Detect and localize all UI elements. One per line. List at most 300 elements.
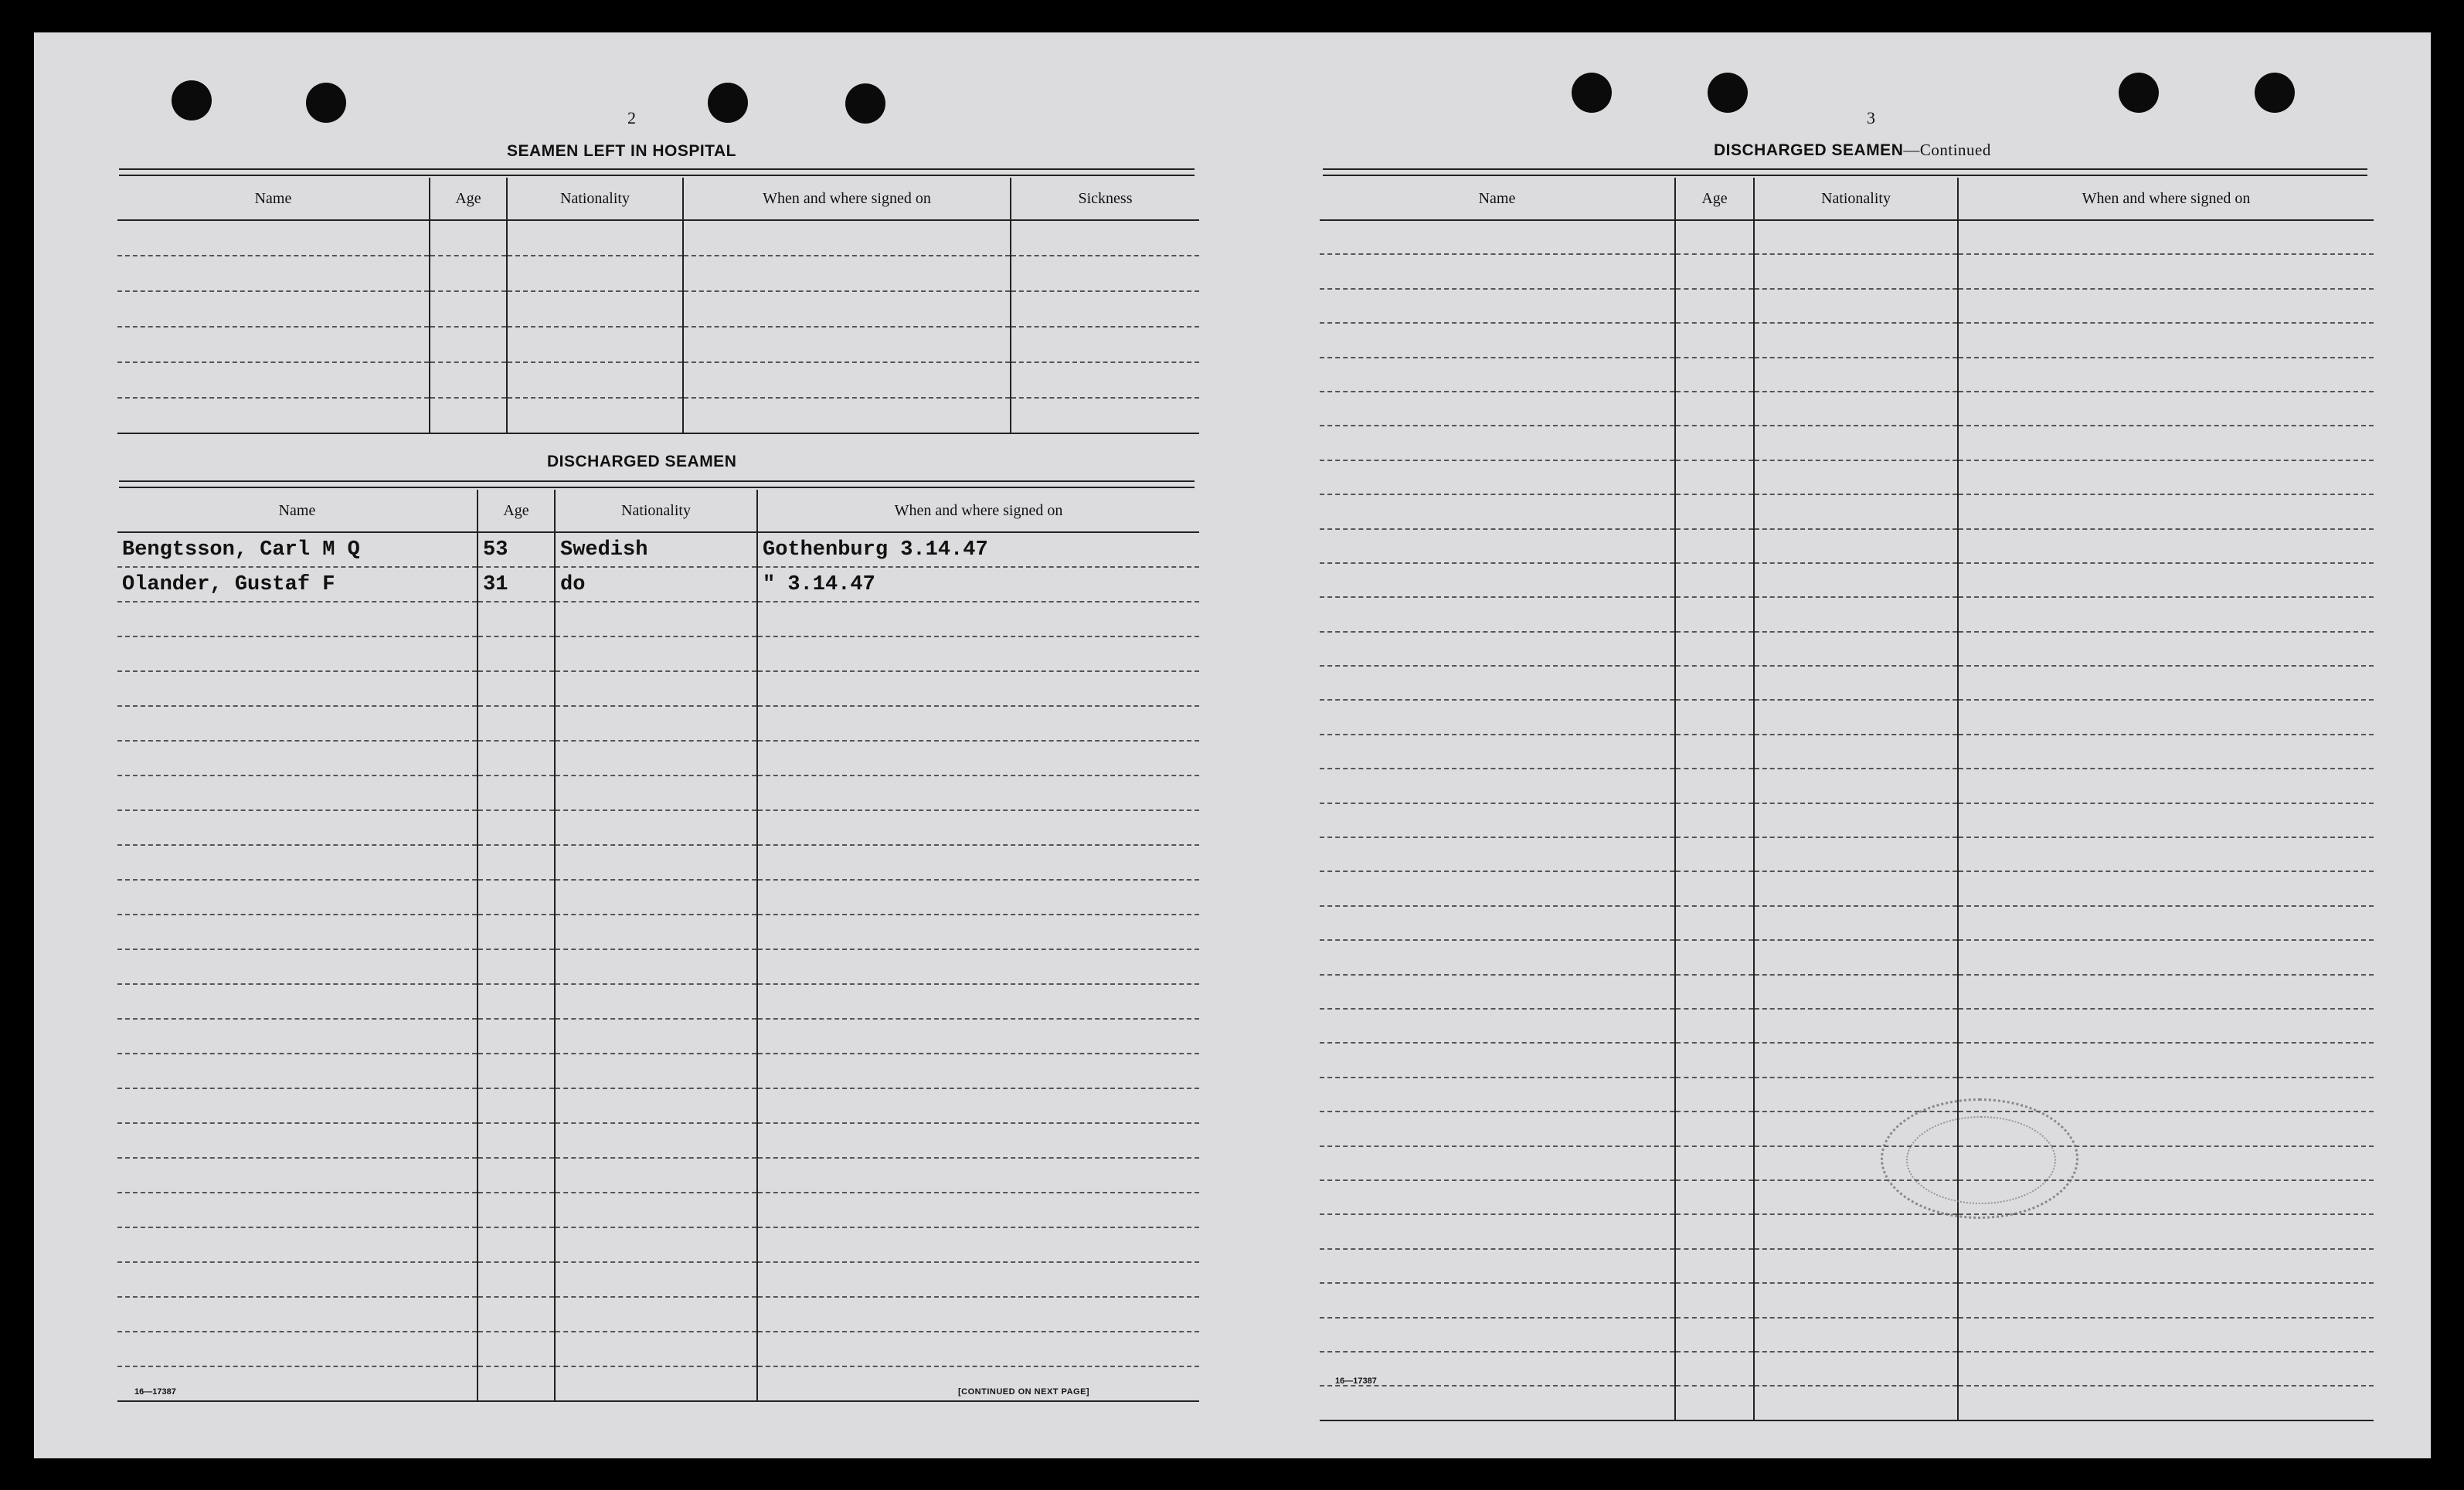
- table-row: [1320, 460, 2374, 494]
- table-cell: [555, 776, 757, 810]
- table-cell: Bengtsson, Carl M Q: [117, 532, 478, 567]
- table-cell: [1958, 769, 2374, 803]
- table-row: [117, 567, 1199, 602]
- document-sheet: [34, 32, 2431, 1458]
- table-cell: [683, 398, 1011, 433]
- punch-hole: [708, 83, 748, 123]
- table-row: [117, 602, 1199, 636]
- table-cell: [430, 327, 507, 362]
- table-row: [117, 1019, 1199, 1054]
- table-cell: [478, 706, 555, 741]
- table-cell: [1754, 906, 1958, 940]
- table-cell: [1011, 327, 1199, 362]
- table-row: [1320, 906, 2374, 940]
- table-row: [117, 1158, 1199, 1193]
- table-cell: [555, 1158, 757, 1193]
- table-cell: [1675, 392, 1754, 426]
- table-row: [1320, 529, 2374, 563]
- table-cell: [683, 327, 1011, 362]
- table-cell: [117, 1158, 478, 1193]
- discharged-continued-title: [1714, 141, 1991, 160]
- table-cell: [1320, 1112, 1675, 1146]
- table-cell: [1675, 1043, 1754, 1077]
- table-row: [1320, 289, 2374, 323]
- table-cell: [1958, 1352, 2374, 1386]
- table-cell: [507, 291, 683, 327]
- table-cell: [1958, 940, 2374, 974]
- table-cell: [757, 1123, 1199, 1158]
- table-cell: [1958, 220, 2374, 254]
- title-rule: [119, 168, 1195, 176]
- table-cell: [117, 845, 478, 880]
- table-cell: [1675, 1078, 1754, 1112]
- table-row: [117, 776, 1199, 810]
- table-cell: [757, 1019, 1199, 1054]
- form-code: 16—17387: [1335, 1376, 1377, 1386]
- table-row: [1320, 1352, 2374, 1386]
- table-cell: [1320, 906, 1675, 940]
- table-row: [1320, 1112, 2374, 1146]
- table-cell: [117, 1123, 478, 1158]
- table-cell: [1320, 460, 1675, 494]
- column-header: When and where signed on: [1958, 178, 2374, 220]
- table-cell: [1754, 323, 1958, 357]
- table-cell: [478, 776, 555, 810]
- table-cell: [1958, 597, 2374, 631]
- table-cell: [478, 810, 555, 845]
- table-cell: [1958, 1318, 2374, 1352]
- table-cell: [1675, 1352, 1754, 1386]
- table-row: [117, 1262, 1199, 1297]
- table-cell: [117, 915, 478, 949]
- table-cell: [478, 1054, 555, 1088]
- table-cell: [1675, 358, 1754, 392]
- table-cell: [1675, 460, 1754, 494]
- table-cell: [757, 845, 1199, 880]
- table-cell: [1675, 426, 1754, 460]
- table-cell: [1320, 632, 1675, 666]
- table-cell: [1958, 392, 2374, 426]
- table-cell: 31: [478, 567, 555, 602]
- table-cell: [757, 1262, 1199, 1297]
- table-cell: [1754, 837, 1958, 871]
- table-cell: [1754, 494, 1958, 528]
- stamp-inner-ring: [1906, 1116, 2056, 1204]
- column-header: Name: [1320, 178, 1675, 220]
- table-row: [1320, 494, 2374, 528]
- column-header: Nationality: [1754, 178, 1958, 220]
- table-cell: [683, 220, 1011, 256]
- table-cell: [478, 880, 555, 915]
- table-row: [1320, 1386, 2374, 1420]
- table-cell: [1754, 460, 1958, 494]
- table-cell: [478, 1366, 555, 1401]
- table-cell: [1958, 1249, 2374, 1283]
- table-cell: [757, 671, 1199, 706]
- table-cell: [1958, 563, 2374, 597]
- table-cell: [1320, 1009, 1675, 1043]
- table-cell: [1754, 803, 1958, 837]
- table-cell: [117, 984, 478, 1019]
- table-row: [1320, 1146, 2374, 1180]
- table-cell: [1958, 323, 2374, 357]
- table-cell: [1320, 1386, 1675, 1420]
- table-cell: [555, 810, 757, 845]
- table-cell: [757, 1088, 1199, 1123]
- table-row: [117, 636, 1199, 671]
- table-cell: [555, 949, 757, 984]
- table-cell: [555, 880, 757, 915]
- table-cell: [555, 602, 757, 636]
- table-row: [1320, 700, 2374, 734]
- table-cell: [117, 256, 430, 291]
- table-row: [1320, 769, 2374, 803]
- table-cell: [555, 984, 757, 1019]
- table-cell: [683, 256, 1011, 291]
- table-cell: [478, 671, 555, 706]
- official-stamp: [1881, 1098, 2078, 1219]
- table-cell: [555, 915, 757, 949]
- table-cell: [117, 810, 478, 845]
- table-row: [1320, 837, 2374, 871]
- table-row: [1320, 1180, 2374, 1214]
- table-cell: [1675, 735, 1754, 769]
- table-row: [117, 398, 1199, 433]
- table-cell: [1675, 666, 1754, 700]
- table-cell: " 3.14.47: [757, 567, 1199, 602]
- table-cell: [757, 1297, 1199, 1332]
- table-cell: [1320, 975, 1675, 1009]
- table-cell: [117, 636, 478, 671]
- punch-hole: [306, 83, 346, 123]
- table-cell: [1320, 1249, 1675, 1283]
- table-cell: [757, 810, 1199, 845]
- table-cell: [1320, 940, 1675, 974]
- table-row: [1320, 323, 2374, 357]
- table-cell: [478, 741, 555, 776]
- table-cell: [757, 880, 1199, 915]
- table-cell: [555, 1297, 757, 1332]
- table-cell: [1675, 494, 1754, 528]
- table-cell: [1320, 392, 1675, 426]
- table-cell: [555, 1019, 757, 1054]
- table-cell: [1754, 940, 1958, 974]
- column-header: Age: [1675, 178, 1754, 220]
- table-cell: [117, 741, 478, 776]
- table-cell: [1320, 254, 1675, 288]
- table-cell: [1320, 289, 1675, 323]
- table-cell: Swedish: [555, 532, 757, 567]
- table-cell: [117, 706, 478, 741]
- table-row: [117, 880, 1199, 915]
- discharged-table: [117, 490, 1199, 1402]
- punch-hole: [2255, 73, 2295, 113]
- table-cell: [1320, 735, 1675, 769]
- table-row: [117, 1123, 1199, 1158]
- table-cell: [1675, 254, 1754, 288]
- table-row: [1320, 1214, 2374, 1248]
- table-cell: [757, 1158, 1199, 1193]
- table-cell: [117, 776, 478, 810]
- table-cell: [1754, 769, 1958, 803]
- table-cell: [117, 1088, 478, 1123]
- table-cell: [1320, 1180, 1675, 1214]
- table-cell: [1675, 906, 1754, 940]
- table-cell: [430, 256, 507, 291]
- table-cell: [1958, 906, 2374, 940]
- table-row: [117, 1332, 1199, 1366]
- table-cell: [117, 220, 430, 256]
- discharged-continued-table: [1320, 178, 2374, 1421]
- title-rule: [1323, 168, 2367, 176]
- table-cell: Gothenburg 3.14.47: [757, 532, 1199, 567]
- table-cell: [1320, 1078, 1675, 1112]
- table-cell: [1754, 220, 1958, 254]
- table-row: [1320, 1249, 2374, 1283]
- table-row: [1320, 803, 2374, 837]
- table-cell: [1958, 803, 2374, 837]
- table-cell: [1320, 1214, 1675, 1248]
- table-row: [1320, 220, 2374, 254]
- table-row: [117, 984, 1199, 1019]
- table-cell: [1675, 803, 1754, 837]
- table-cell: [1754, 1283, 1958, 1317]
- column-header: When and where signed on: [683, 178, 1011, 220]
- table-cell: [478, 1123, 555, 1158]
- table-cell: [117, 1193, 478, 1227]
- table-cell: [1675, 563, 1754, 597]
- table-cell: [478, 1158, 555, 1193]
- table-cell: [1320, 494, 1675, 528]
- table-cell: [1675, 597, 1754, 631]
- discharged-section-title: DISCHARGED SEAMEN: [547, 453, 737, 470]
- table-cell: [1958, 426, 2374, 460]
- table-cell: [1011, 398, 1199, 433]
- table-cell: [1754, 426, 1958, 460]
- punch-hole: [2119, 73, 2159, 113]
- column-header: Age: [430, 178, 507, 220]
- table-cell: [478, 1262, 555, 1297]
- table-cell: [555, 741, 757, 776]
- hospital-section-title: SEAMEN LEFT IN HOSPITAL: [507, 142, 736, 160]
- table-cell: [757, 949, 1199, 984]
- table-cell: [1320, 700, 1675, 734]
- table-cell: [1754, 529, 1958, 563]
- table-cell: [1958, 254, 2374, 288]
- table-cell: [117, 398, 430, 433]
- right-page: [1239, 32, 2431, 1458]
- table-row: [117, 915, 1199, 949]
- table-cell: [555, 1123, 757, 1158]
- table-cell: [117, 1262, 478, 1297]
- table-row: [1320, 666, 2374, 700]
- table-row: [1320, 1078, 2374, 1112]
- table-cell: [1320, 769, 1675, 803]
- table-cell: [1675, 1386, 1754, 1420]
- table-cell: [757, 741, 1199, 776]
- table-row: [117, 220, 1199, 256]
- table-cell: [478, 1297, 555, 1332]
- table-cell: [1958, 871, 2374, 905]
- table-cell: [1320, 426, 1675, 460]
- table-cell: [1675, 940, 1754, 974]
- table-cell: [757, 636, 1199, 671]
- table-row: [117, 741, 1199, 776]
- table-cell: Olander, Gustaf F: [117, 567, 478, 602]
- table-cell: [757, 776, 1199, 810]
- table-cell: do: [555, 567, 757, 602]
- table-cell: [1675, 220, 1754, 254]
- table-row: [117, 706, 1199, 741]
- table-cell: [1958, 735, 2374, 769]
- table-cell: [1958, 494, 2374, 528]
- table-cell: [555, 1332, 757, 1366]
- table-cell: [555, 671, 757, 706]
- table-cell: [430, 362, 507, 398]
- table-cell: [1754, 700, 1958, 734]
- table-row: [1320, 632, 2374, 666]
- table-cell: [117, 671, 478, 706]
- table-cell: [1754, 632, 1958, 666]
- table-cell: [1754, 735, 1958, 769]
- table-row: [117, 532, 1199, 567]
- table-cell: [1320, 871, 1675, 905]
- table-row: [1320, 597, 2374, 631]
- table-cell: [757, 1193, 1199, 1227]
- table-row: [117, 291, 1199, 327]
- table-cell: [1675, 975, 1754, 1009]
- table-cell: [1754, 666, 1958, 700]
- table-cell: [430, 398, 507, 433]
- title-suffix: —Continued: [1903, 141, 1991, 159]
- table-cell: [1754, 1386, 1958, 1420]
- table-cell: [1320, 597, 1675, 631]
- table-cell: [117, 1054, 478, 1088]
- table-cell: [1011, 256, 1199, 291]
- table-cell: [1320, 529, 1675, 563]
- table-cell: [1675, 529, 1754, 563]
- table-cell: [1675, 1214, 1754, 1248]
- title-main: DISCHARGED SEAMEN: [1714, 141, 1904, 159]
- page-number: 3: [1867, 108, 1875, 127]
- table-cell: [1754, 1352, 1958, 1386]
- table-cell: [117, 1297, 478, 1332]
- table-cell: [757, 915, 1199, 949]
- table-row: [1320, 1283, 2374, 1317]
- table-cell: [1958, 1009, 2374, 1043]
- table-cell: [1011, 362, 1199, 398]
- table-cell: [507, 362, 683, 398]
- punch-hole: [172, 80, 212, 120]
- table-cell: [1754, 289, 1958, 323]
- table-cell: [478, 1019, 555, 1054]
- table-cell: [1754, 975, 1958, 1009]
- table-cell: [117, 327, 430, 362]
- table-cell: [1754, 871, 1958, 905]
- table-cell: [757, 1332, 1199, 1366]
- table-row: [117, 256, 1199, 291]
- table-cell: [683, 291, 1011, 327]
- table-row: [117, 327, 1199, 362]
- table-cell: [478, 602, 555, 636]
- table-cell: [1011, 291, 1199, 327]
- table-cell: [1675, 1009, 1754, 1043]
- table-cell: [507, 327, 683, 362]
- table-cell: [1958, 460, 2374, 494]
- table-cell: [1320, 666, 1675, 700]
- table-row: [1320, 563, 2374, 597]
- table-row: [1320, 1318, 2374, 1352]
- table-cell: [1754, 392, 1958, 426]
- punch-hole: [1572, 73, 1612, 113]
- table-cell: [1958, 632, 2374, 666]
- table-cell: [1958, 837, 2374, 871]
- table-cell: [1675, 1283, 1754, 1317]
- table-cell: [1958, 358, 2374, 392]
- table-row: [1320, 358, 2374, 392]
- table-cell: [555, 1366, 757, 1401]
- column-header: Name: [117, 490, 478, 532]
- table-cell: [555, 1054, 757, 1088]
- table-cell: [1675, 1318, 1754, 1352]
- table-cell: [478, 636, 555, 671]
- table-cell: [478, 984, 555, 1019]
- table-row: [1320, 940, 2374, 974]
- table-cell: [555, 1262, 757, 1297]
- table-row: [117, 1227, 1199, 1262]
- table-row: [1320, 975, 2374, 1009]
- table-cell: [478, 1088, 555, 1123]
- table-cell: [1958, 529, 2374, 563]
- table-cell: [757, 602, 1199, 636]
- table-cell: [555, 636, 757, 671]
- table-cell: [117, 880, 478, 915]
- table-cell: [1754, 597, 1958, 631]
- table-cell: [1754, 1043, 1958, 1077]
- table-cell: [117, 1332, 478, 1366]
- table-row: [1320, 426, 2374, 460]
- table-cell: [555, 1193, 757, 1227]
- table-cell: [507, 220, 683, 256]
- table-row: [117, 845, 1199, 880]
- table-cell: [1958, 289, 2374, 323]
- table-row: [117, 362, 1199, 398]
- table-cell: [117, 602, 478, 636]
- table-cell: [478, 1193, 555, 1227]
- table-cell: [117, 1019, 478, 1054]
- table-row: [1320, 1009, 2374, 1043]
- table-cell: [1754, 358, 1958, 392]
- table-cell: [478, 915, 555, 949]
- table-cell: [555, 845, 757, 880]
- table-cell: [1675, 1112, 1754, 1146]
- table-row: [1320, 735, 2374, 769]
- punch-hole: [845, 83, 885, 124]
- table-cell: [1320, 803, 1675, 837]
- table-row: [1320, 1043, 2374, 1077]
- table-cell: [1320, 1043, 1675, 1077]
- table-cell: [1958, 975, 2374, 1009]
- table-cell: [1320, 563, 1675, 597]
- table-cell: [1320, 358, 1675, 392]
- table-cell: [1958, 1043, 2374, 1077]
- table-cell: [757, 984, 1199, 1019]
- table-cell: [1011, 220, 1199, 256]
- table-cell: [478, 949, 555, 984]
- table-cell: [1675, 1180, 1754, 1214]
- table-row: [1320, 254, 2374, 288]
- table-row: [117, 949, 1199, 984]
